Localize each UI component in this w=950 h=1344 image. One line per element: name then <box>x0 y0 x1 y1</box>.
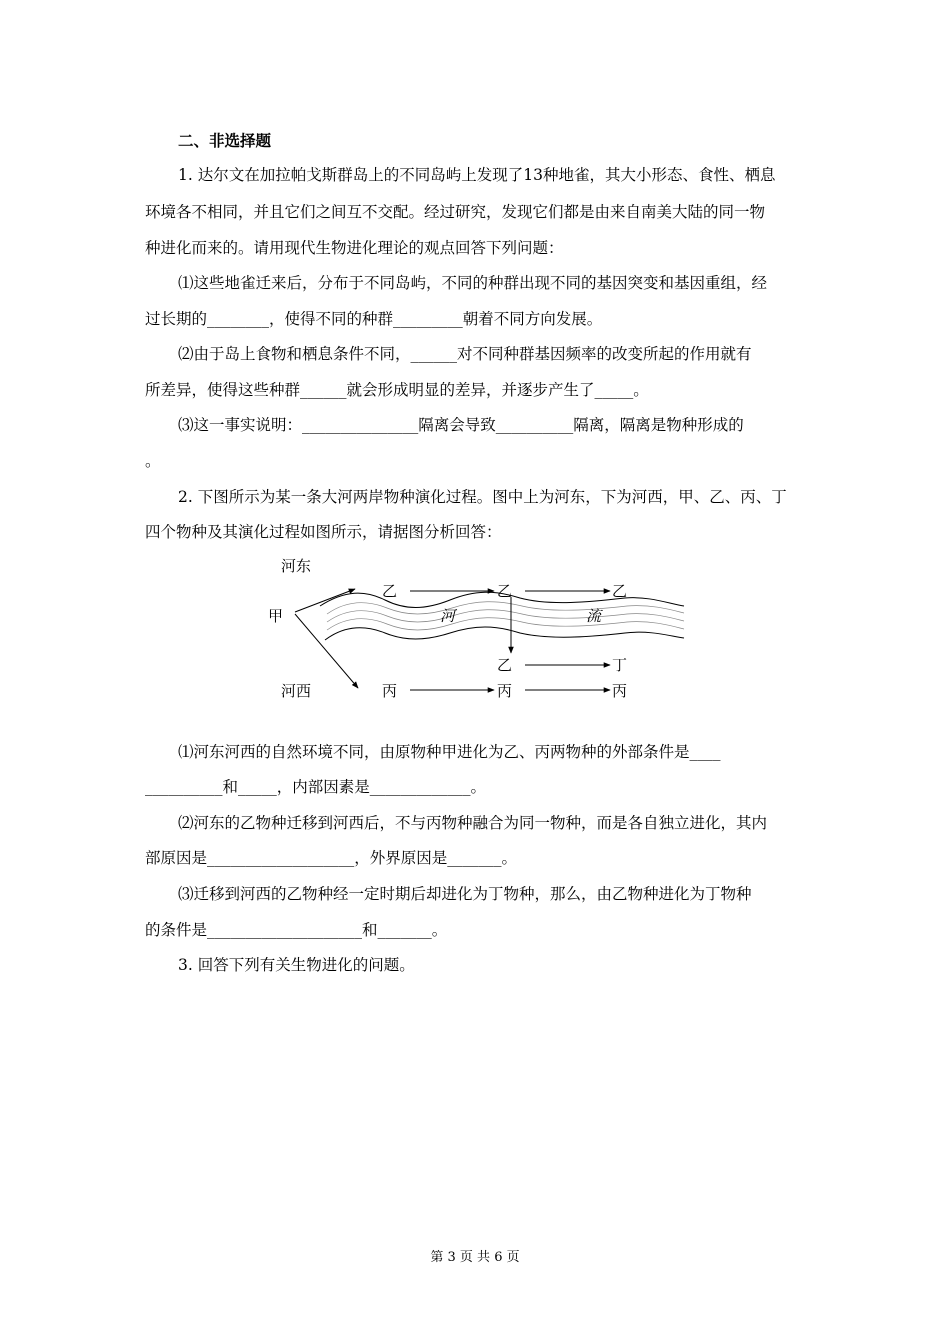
species-jia: 甲 <box>268 607 284 625</box>
q2-part1-line-2: __________和_____，内部因素是_____________。 <box>145 778 487 796</box>
q2-part3-line-2: 的条件是____________________和_______。 <box>145 921 448 939</box>
q1-part2-line-1: ⑵由于岛上食物和栖息条件不同，______对不同种群基因频率的改变所起的作用就有 <box>178 345 752 363</box>
river-species-diagram <box>255 548 695 708</box>
west-bank-label: 河西 <box>281 682 312 700</box>
species-bing-1: 丙 <box>382 682 398 700</box>
q1-part3-line-2: 。 <box>145 452 161 470</box>
section-title: 二、非选择题 <box>178 131 272 150</box>
q3-line-1: 3. 回答下列有关生物进化的问题。 <box>178 956 415 974</box>
river-char-1: 河 <box>440 607 456 625</box>
q1-part1-line-2: 过长期的________，使得不同的种群_________朝着不同方向发展。 <box>145 310 603 328</box>
q1-line-1: 1. 达尔文在加拉帕戈斯群岛上的不同岛屿上发现了13种地雀，其大小形态、食性、栖息 <box>178 166 776 184</box>
q1-line-3: 种进化而来的。请用现代生物进化理论的观点回答下列问题： <box>145 239 564 257</box>
river-flow-lines <box>327 602 684 630</box>
q2-part1-line-1: ⑴河东河西的自然环境不同，由原物种甲进化为乙、丙两物种的外部条件是____ <box>178 743 721 761</box>
q2-part3-line-1: ⑶迁移到河西的乙物种经一定时期后却进化为丁物种，那么，由乙物种进化为丁物种 <box>178 885 752 903</box>
q2-part2-line-1: ⑵河东的乙物种迁移到河西后，不与丙物种融合为同一物种，而是各自独立进化，其内 <box>178 814 768 832</box>
species-yi-west: 乙 <box>497 656 513 674</box>
q2-line-1: 2. 下图所示为某一条大河两岸物种演化过程。图中上为河东，下为河西，甲、乙、丙、丁 <box>178 488 787 506</box>
q1-part3-line-1: ⑶这一事实说明：_______________隔离会导致__________隔离，隔离是物种形成的 <box>178 416 744 434</box>
arrow-jia-to-west <box>295 614 358 688</box>
east-bank-label: 河东 <box>281 557 312 575</box>
species-bing-2: 丙 <box>497 682 513 700</box>
page-footer: 第 3 页 共 6 页 <box>430 1250 520 1265</box>
species-bing-3: 丙 <box>612 682 628 700</box>
species-yi-east-2: 乙 <box>497 582 513 600</box>
q2-line-2: 四个物种及其演化过程如图所示，请据图分析回答： <box>145 523 502 541</box>
species-ding: 丁 <box>612 656 628 674</box>
q2-part2-line-2: 部原因是___________________，外界原因是_______。 <box>145 849 518 867</box>
q1-part1-line-1: ⑴这些地雀迁来后，分布于不同岛屿，不同的种群出现不同的基因突变和基因重组，经 <box>178 274 768 292</box>
river-char-2: 流 <box>586 607 602 625</box>
species-yi-east-1: 乙 <box>382 582 398 600</box>
arrow-jia-to-east <box>295 589 355 612</box>
species-yi-east-3: 乙 <box>612 582 628 600</box>
q1-line-2: 环境各不相同，并且它们之间互不交配。经过研究，发现它们都是由来自南美大陆的同一物 <box>145 203 766 221</box>
river-bank-bottom <box>325 627 684 640</box>
q1-part2-line-2: 所差异，使得这些种群______就会形成明显的差异，并逐步产生了_____。 <box>145 381 649 399</box>
